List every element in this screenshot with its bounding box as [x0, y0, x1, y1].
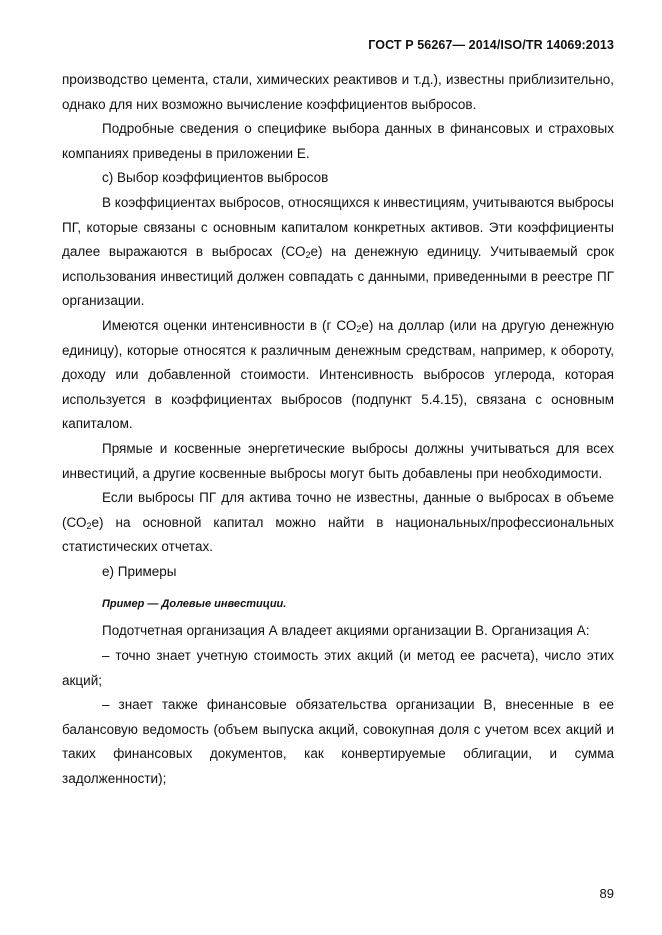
paragraph-4-text-a: В коэффициентах выбросов, относящихся к инвестициям, учитываются выбросы ПГ, которые связаны с основным капиталом конкретных активов. Эти коэффициенты далее выражаются в выбросах (СО — [62, 194, 614, 260]
paragraph-7 — [62, 486, 614, 560]
paragraph-1: производство цемента, стали, химических реактивов и т.д.), известны приблизительно, однако для них возможно вычисление коэффициентов выбросов. — [62, 72, 614, 112]
list-item-1: – точно знает учетную стоимость этих акций (и метод ее расчета), число этих акций; — [62, 648, 614, 688]
paragraph-5-text-a: Имеются оценки интенсивности в (г СО — [102, 317, 357, 333]
co2-subscript: 2 — [356, 323, 362, 334]
paragraph-4 — [62, 191, 614, 314]
paragraph-6: Прямые и косвенные энергетические выбросы должны учитываться для всех инвестиций, а другие косвенные выбросы могут быть добавлены при необходимости. — [62, 440, 614, 481]
paragraph-7-text-b: е) на основной капитал можно найти в национальных/профессиональных статистических отчетах. — [62, 514, 614, 555]
co2-subscript: 2 — [305, 250, 311, 261]
paragraph-2: Подробные сведения о специфике выбора данных в финансовых и страховых компаниях приведены в приложении Е. — [62, 121, 614, 161]
example-label: Пример — Долевые инвестиции. — [102, 598, 287, 611]
document-body — [62, 68, 614, 792]
co2-subscript: 2 — [86, 520, 92, 531]
section-c-heading: с) Выбор коэффициентов выбросов — [102, 170, 329, 186]
paragraph-9: Подотчетная организация А владеет акциями организации В. Организация А: — [102, 623, 590, 639]
paragraph-5 — [62, 314, 614, 437]
paragraph-7-text-a: Если выбросы ПГ для актива точно не известны, данные о выбросах в объеме (СО — [62, 490, 614, 530]
list-item-2: – знает также финансовые обязательства организации В, внесенные в ее балансовую ведомость (объем выпуска акций, совокупная доля с учетом всех акций и таких финансовых документов, как конвертируемые облигации, и сумма задолженности); — [62, 697, 614, 787]
paragraph-4-text-b: е) на денежную единицу. Учитываемый срок использования инвестиций должен совпадать с данными, приведенными в реестре ПГ организации. — [62, 244, 615, 309]
page-number: 89 — [599, 886, 614, 901]
section-e-heading: е) Примеры — [102, 563, 177, 579]
paragraph-5-text-b: е) на доллар (или на другую денежную единицу), которые относятся к различным денежным средствам, например, к обороту, доходу или добавленной стоимости. Интенсивность выбросов углерода, которая используется в коэффициентах выбросов (подпункт 5.4.15), связана с основным капиталом. — [62, 317, 614, 432]
document-header: ГОСТ Р 56267— 2014/ISO/TR 14069:2013 — [368, 38, 614, 52]
